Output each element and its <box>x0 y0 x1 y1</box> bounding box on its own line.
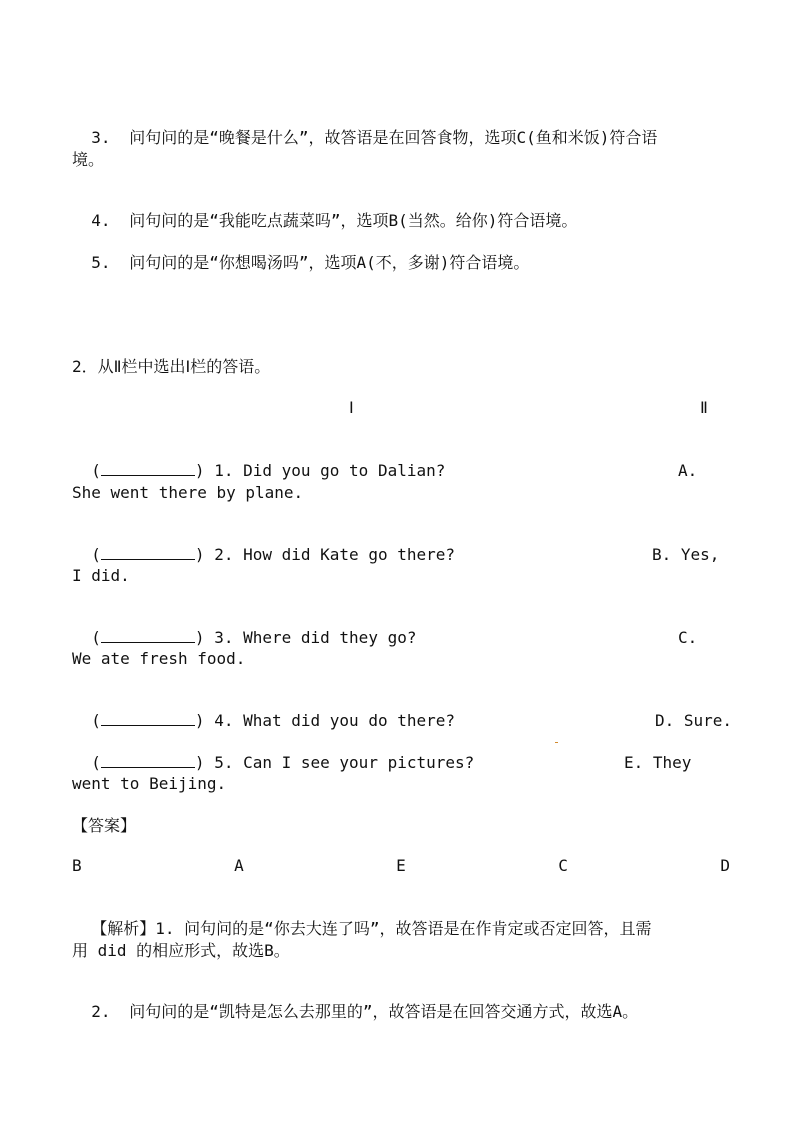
explanation-number: 5. <box>91 253 111 272</box>
matching-item-3 <box>72 608 730 648</box>
paren-open: ( <box>91 753 101 772</box>
paren-open: ( <box>91 461 101 480</box>
explanation-number: 4. <box>91 211 111 230</box>
option-text: C. <box>678 628 698 647</box>
paren-open: ( <box>91 628 101 647</box>
section-title: 2．从Ⅱ栏中选出Ⅰ栏的答语。 <box>72 357 271 376</box>
answer-2: A <box>234 856 244 875</box>
explanation-text: 问句问的是“晚餐是什么”，故答语是在回答食物，选项C(鱼和米饭)符合语 <box>129 128 658 147</box>
paren-close: ) <box>194 628 205 647</box>
explanation-number: 2. <box>91 1002 111 1021</box>
explanation-3 <box>72 108 657 148</box>
analysis-line-1 <box>72 899 651 939</box>
option-text: D. Sure. <box>655 711 733 730</box>
paren-close: ) <box>194 711 205 730</box>
answer-blank-2[interactable] <box>101 545 195 560</box>
answer-1: B <box>72 856 82 875</box>
option-a-cont: She went there by plane. <box>72 483 304 502</box>
option-text: E. They <box>624 753 692 772</box>
matching-item-4 <box>72 691 733 731</box>
question-text: 5. Can I see your pictures? <box>214 753 475 772</box>
paren-open: ( <box>91 545 101 564</box>
option-e-cont: went to Beijing. <box>72 774 227 793</box>
analysis-line-3 <box>72 982 638 1022</box>
matching-item-2 <box>72 525 730 565</box>
option-b-cont: I did. <box>72 566 130 585</box>
explanation-4 <box>72 191 577 231</box>
analysis-text: 问句问的是“凯特是怎么去那里的”，故答语是在回答交通方式，故选A。 <box>129 1002 639 1021</box>
option-c-cont: We ate fresh food. <box>72 649 246 668</box>
question-text: 2. How did Kate go there? <box>214 545 456 564</box>
paren-close: ) <box>194 545 205 564</box>
answer-row <box>72 856 730 876</box>
analysis-text: 1. 问句问的是“你去大连了吗”，故答语是在作肯定或否定回答，且需 <box>155 919 652 938</box>
explanation-text: 问句问的是“我能吃点蔬菜吗”，选项B(当然。给你)符合语境。 <box>129 211 578 230</box>
answer-blank-3[interactable] <box>101 628 195 643</box>
answer-blank-1[interactable] <box>101 461 195 476</box>
explanation-5 <box>72 233 529 273</box>
explanation-number: 3. <box>91 128 111 147</box>
question-text: 1. Did you go to Dalian? <box>214 461 446 480</box>
paren-close: ) <box>194 753 205 772</box>
question-text: 3. Where did they go? <box>214 628 417 647</box>
answer-blank-4[interactable] <box>101 711 195 726</box>
option-text: B. Yes, <box>652 545 720 564</box>
matching-item-1 <box>72 441 730 481</box>
answer-3: E <box>396 856 406 875</box>
explanation-text: 问句问的是“你想喝汤吗”，选项A(不，多谢)符合语境。 <box>129 253 530 272</box>
column-head-one: Ⅰ <box>349 398 354 417</box>
explanation-3-cont: 境。 <box>72 150 105 169</box>
paren-close: ) <box>194 461 205 480</box>
matching-item-5 <box>72 733 730 773</box>
analysis-label: 【解析】 <box>91 919 156 938</box>
question-text: 4. What did you do there? <box>214 711 456 730</box>
stray-mark <box>555 742 558 743</box>
answer-label: 【答案】 <box>72 816 137 835</box>
answer-5: D <box>720 856 730 875</box>
column-head-two: Ⅱ <box>700 398 708 417</box>
answer-4: C <box>558 856 568 875</box>
answer-blank-5[interactable] <box>101 753 195 768</box>
paren-open: ( <box>91 711 101 730</box>
option-text: A. <box>678 461 698 480</box>
analysis-line-2: 用 did 的相应形式，故选B。 <box>72 941 290 960</box>
